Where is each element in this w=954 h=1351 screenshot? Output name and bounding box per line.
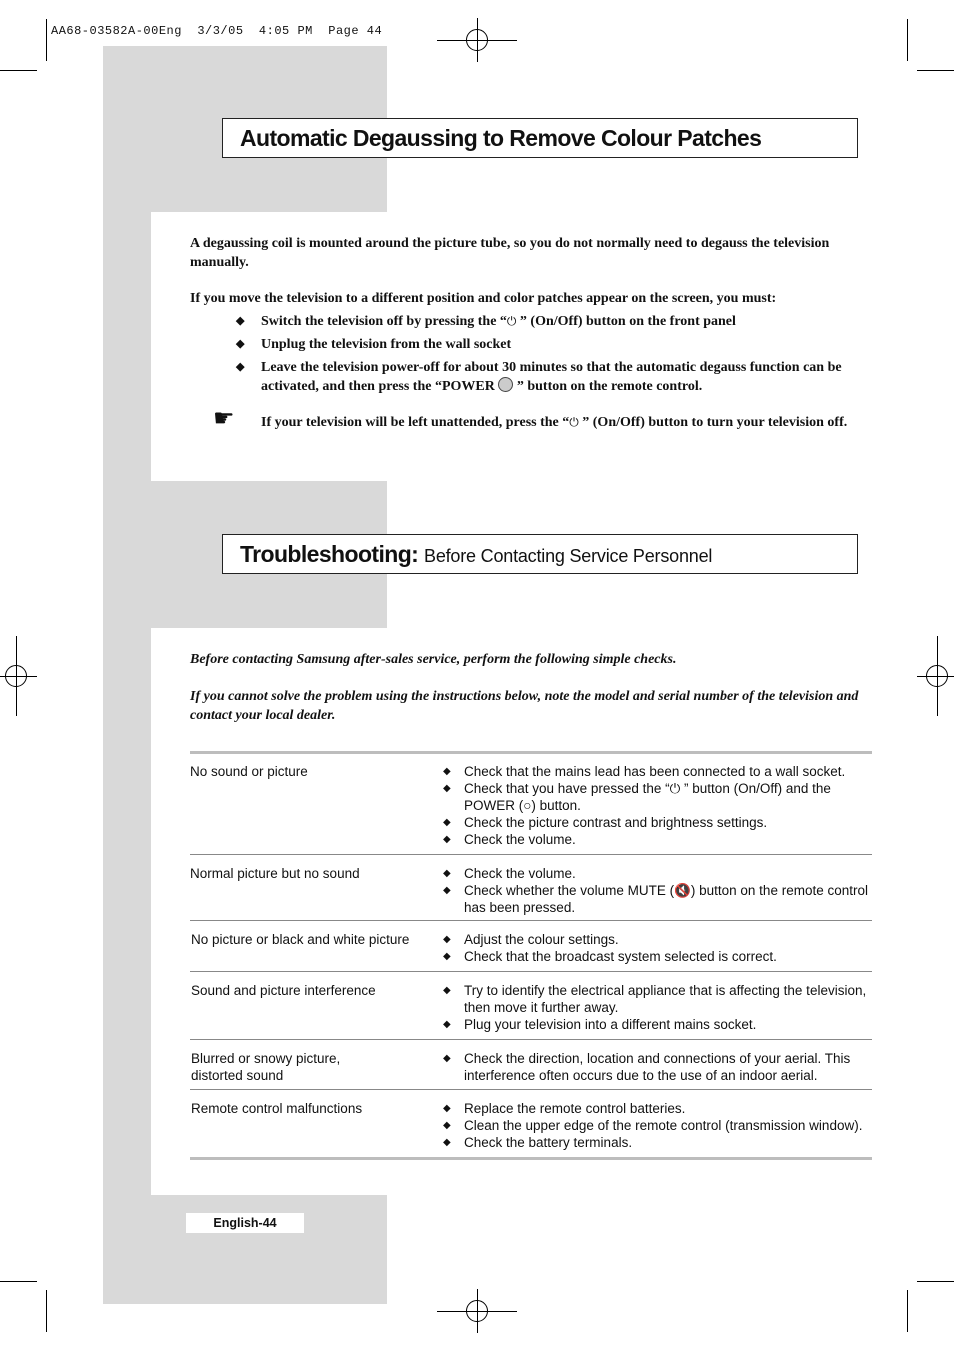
section-title-box	[222, 534, 858, 574]
bullet-diamond-icon: ◆	[443, 951, 451, 962]
note: If your television will be left unattended, press the “⏻ ” (On/Off) button to turn your television off.	[261, 415, 848, 430]
bullet-diamond-icon: ◆	[443, 868, 451, 879]
problem-cell: No sound or picture	[190, 764, 308, 779]
solution-cell: ◆ Replace the remote control batteries. ◆ Clean the upper edge of the remote control (transmission window). ◆ Check the battery terminals.	[443, 1101, 863, 1150]
table-row	[190, 854, 872, 921]
power-button-icon	[498, 377, 513, 392]
table-bottom-rule	[190, 1157, 872, 1160]
crop-mark	[907, 1290, 908, 1332]
solution-cell: ◆ Adjust the colour settings. ◆ Check that the broadcast system selected is correct.	[443, 932, 777, 964]
bullet-diamond-icon: ◆	[443, 783, 451, 794]
table-row	[190, 1039, 872, 1090]
bullet-diamond-icon: ◆	[443, 1053, 451, 1064]
paragraph: If you move the television to a different position and color patches appear on the screen, you must:	[190, 291, 777, 306]
problem-cell: Blurred or snowy picture, distorted sound	[191, 1051, 341, 1083]
bullet-diamond-icon: ◆	[443, 834, 451, 845]
solution-cell: ◆ Check the volume. ◆ Check whether the volume MUTE (🔇) button on the remote control has been pressed.	[443, 866, 868, 915]
bullet-diamond-icon: ◆	[443, 1019, 451, 1030]
power-symbol-icon: ⏻	[569, 415, 579, 429]
bullet-diamond-icon: ◆	[443, 817, 451, 828]
intro-paragraph: Before contacting Samsung after-sales service, perform the following simple checks.	[190, 652, 677, 667]
page-number: English-44	[186, 1213, 304, 1233]
table-row	[190, 753, 872, 854]
section-title: Troubleshooting: Before Contacting Service Personnel	[240, 541, 713, 567]
problem-cell: Normal picture but no sound	[190, 866, 360, 881]
crop-mark	[907, 19, 908, 61]
crop-mark	[46, 1290, 47, 1332]
pointing-hand-icon: ☛	[213, 404, 235, 432]
bullet-diamond-icon: ◆	[236, 315, 245, 327]
table-row	[190, 971, 872, 1040]
bullet-diamond-icon: ◆	[236, 361, 245, 373]
bullet-diamond-icon: ◆	[443, 934, 451, 945]
section-subtitle: Before Contacting Service Personnel	[424, 546, 713, 566]
solution-cell: ◆ Check that the mains lead has been connected to a wall socket. ◆ Check that you have pressed the “⏻ ” button (On/Off) and the POWER (○) button. ◆ Check the picture contrast and brightness settings. ◆ Check the volume.	[443, 764, 846, 847]
solution-cell: ◆ Check the direction, location and connections of your aerial. This interference often occurs due to the use of an indoor aerial.	[443, 1051, 851, 1083]
paragraph: A degaussing coil is mounted around the picture tube, so you do not normally need to degauss the television manually.	[190, 236, 830, 270]
print-slug: AA68-03582A-00Eng 3/3/05 4:05 PM Page 44	[51, 24, 383, 38]
problem-cell: No picture or black and white picture	[191, 932, 410, 947]
bullet-diamond-icon: ◆	[443, 766, 451, 777]
solution-cell: ◆ Try to identify the electrical appliance that is affecting the television, then move it further away. ◆ Plug your television into a different mains socket.	[443, 983, 867, 1032]
crop-mark	[0, 1281, 37, 1282]
crop-mark	[917, 1281, 954, 1282]
crop-mark	[0, 70, 37, 71]
crop-mark	[46, 19, 47, 61]
bullet-diamond-icon: ◆	[443, 985, 451, 996]
table-row	[190, 1089, 872, 1158]
problem-cell: Sound and picture interference	[191, 983, 376, 998]
section-title-box	[222, 118, 858, 158]
power-symbol-icon: ⏻	[506, 314, 517, 328]
problem-cell: Remote control malfunctions	[191, 1101, 363, 1116]
bullet-diamond-icon: ◆	[443, 1103, 451, 1114]
table-row	[190, 920, 872, 972]
bullet-diamond-icon: ◆	[443, 1120, 451, 1131]
crop-mark	[917, 70, 954, 71]
bullet-diamond-icon: ◆	[443, 1137, 451, 1148]
bullet-diamond-icon: ◆	[443, 885, 451, 896]
section-title: Automatic Degaussing to Remove Colour Patches	[240, 125, 762, 151]
intro-paragraph: If you cannot solve the problem using the instructions below, note the model and serial number of the television and contact your local dealer.	[190, 689, 859, 723]
bullet-diamond-icon: ◆	[236, 338, 245, 350]
